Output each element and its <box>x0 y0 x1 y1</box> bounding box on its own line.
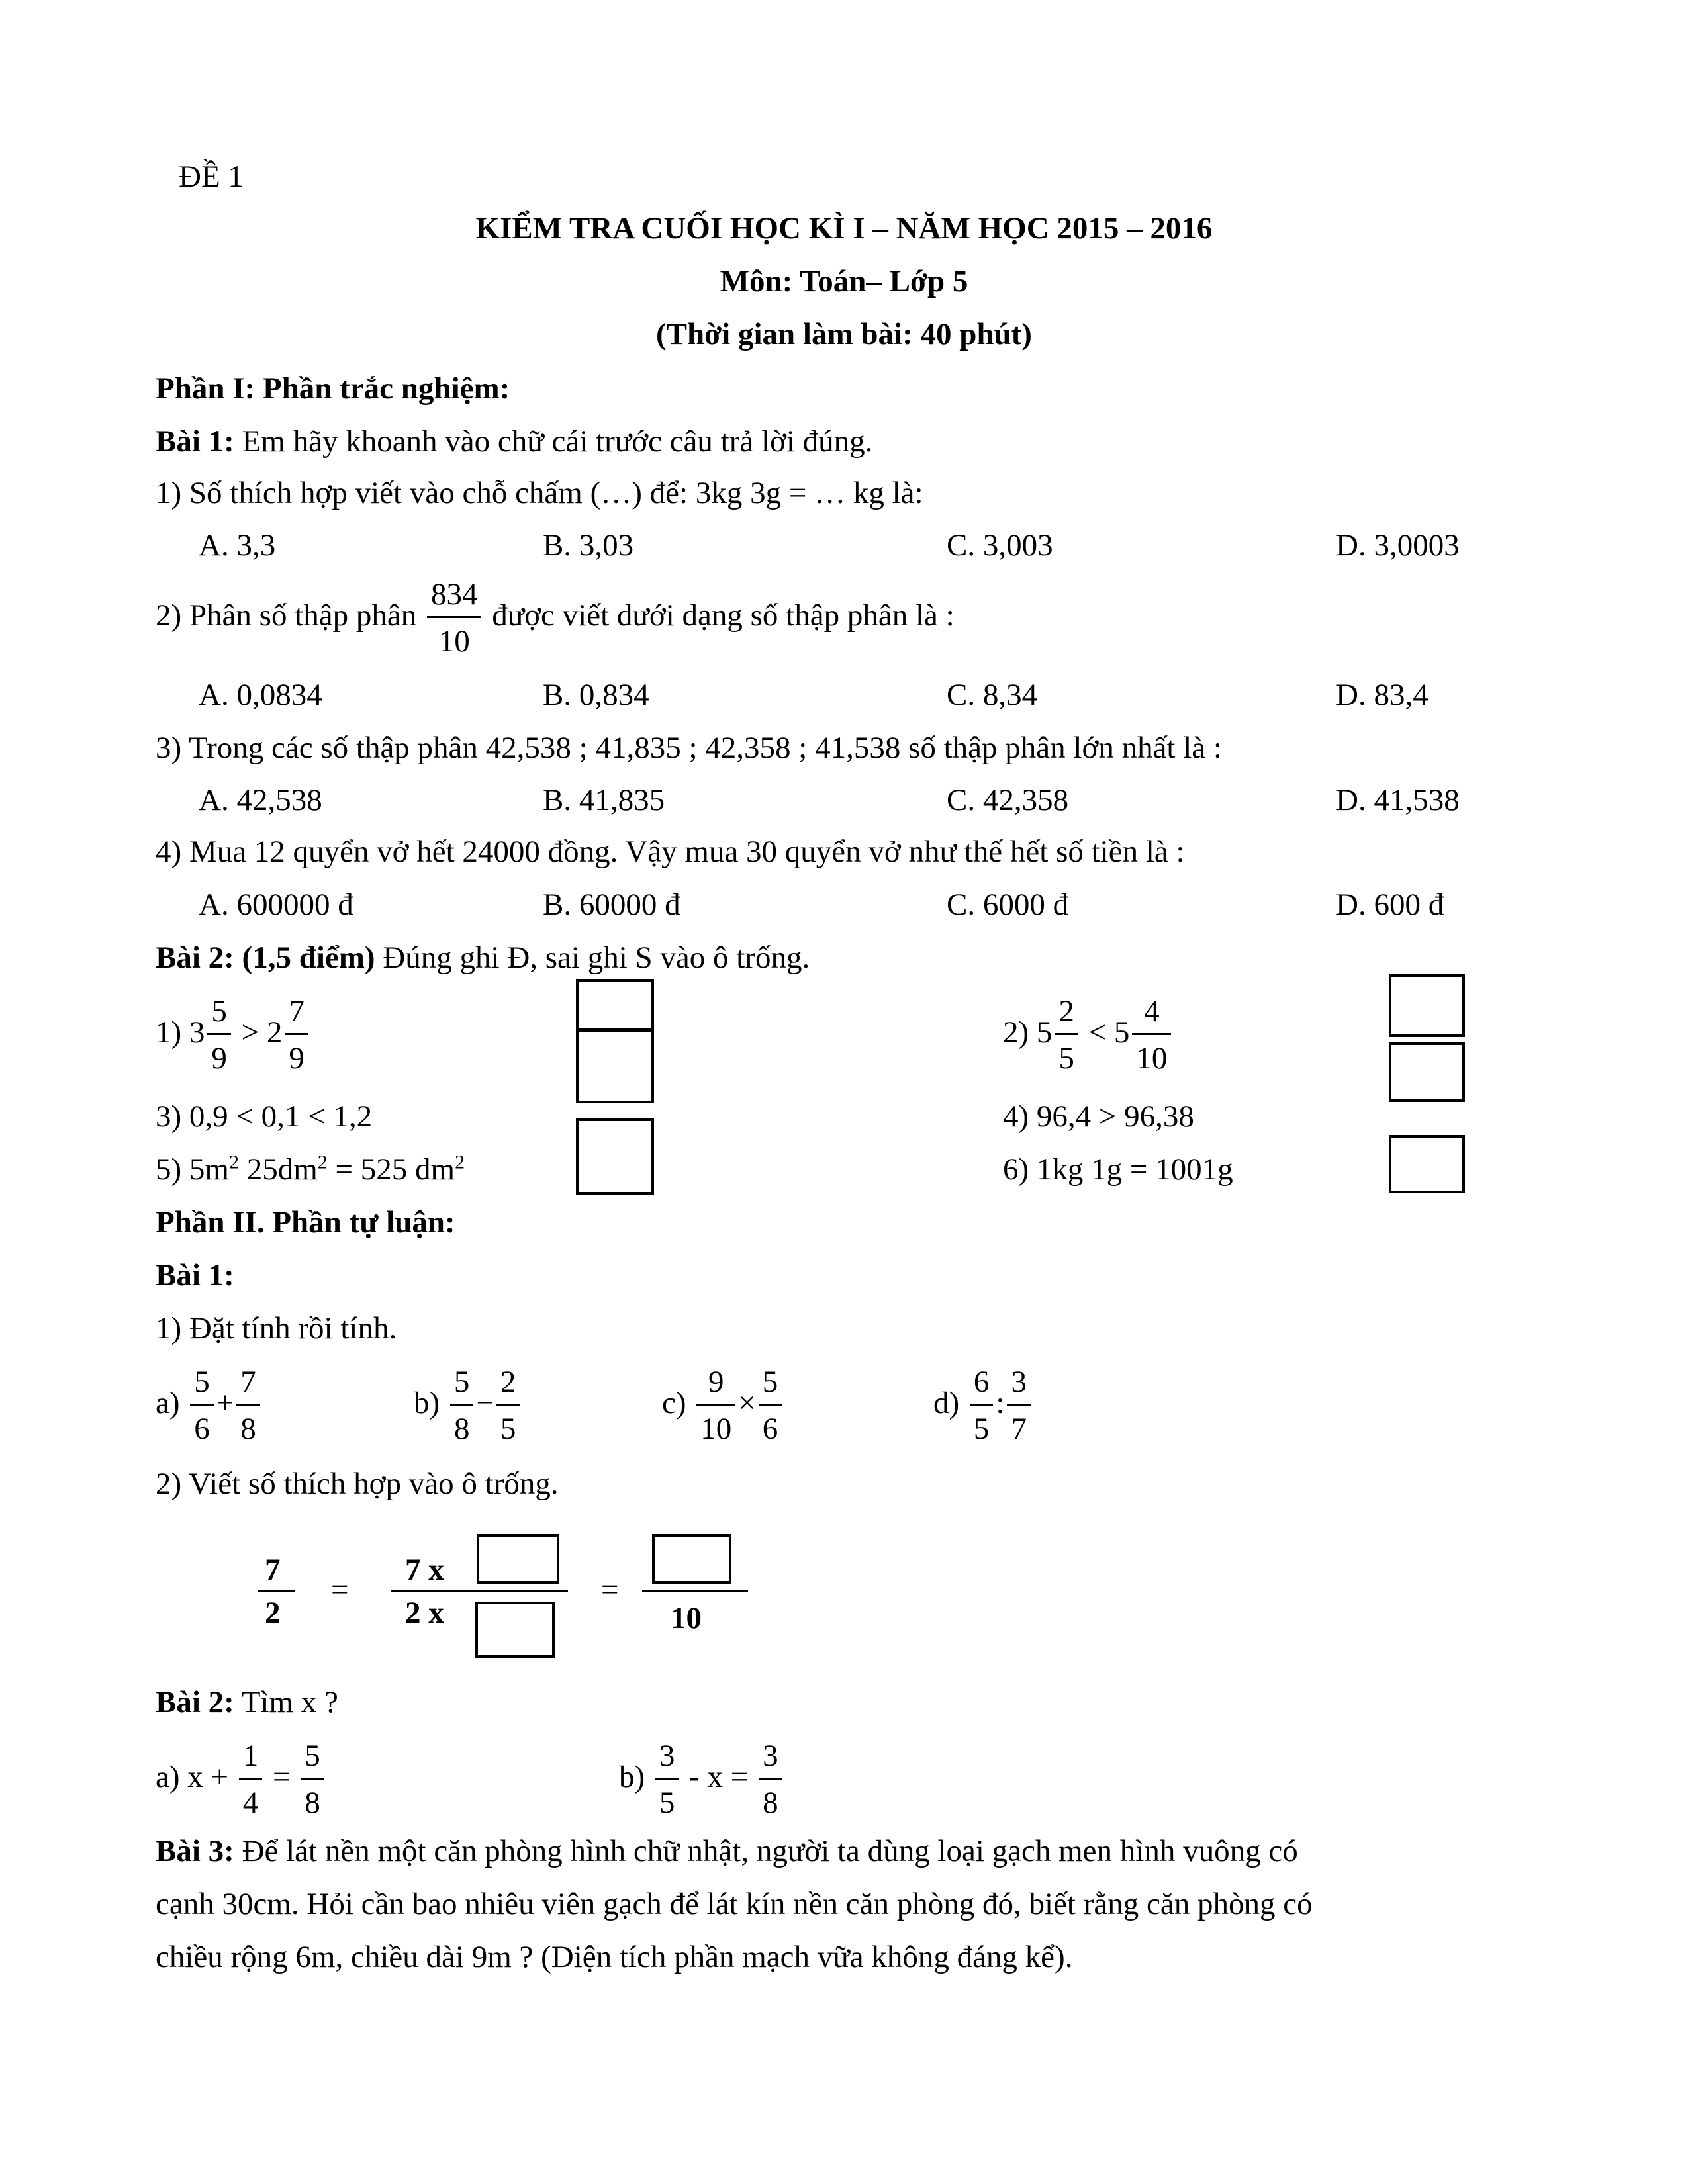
q3-option-b: B. 41,835 <box>543 783 665 817</box>
question-1: 1) Số thích hợp viết vào chỗ chấm (…) để: 3kg 3g = … kg là: <box>156 476 923 510</box>
eq-mid-bar <box>391 1590 568 1592</box>
eq-left-bar <box>258 1590 295 1592</box>
exam-time: (Thời gian làm bài: 40 phút) <box>656 317 1032 351</box>
statement-5: 5) $5m^2$ $25dm^2 = 525$ $dm^2$ <box>156 1151 465 1187</box>
calc-a: a) $\frac{5}{6}$ + $\frac{7}{8}$ <box>156 1367 263 1445</box>
exam-code: ĐỀ 1 <box>179 159 244 194</box>
bai3-line-3: chiều rộng 6m, chiều dài 9m ? (Diện tích phần mạch vữa không đáng kể). <box>156 1940 1073 1974</box>
q2-option-a: A. 0,0834 <box>199 678 322 712</box>
q1-option-c: C. 3,003 <box>947 528 1053 563</box>
part1-heading: Phần I: Phần trắc nghiệm: <box>156 371 510 406</box>
q4-option-d: D. 600 đ <box>1336 887 1444 922</box>
bai3-line-2: cạnh 30cm. Hỏi cần bao nhiêu viên gạch để lát kín nền căn phòng đó, biết rằng căn phòng có <box>156 1887 1313 1921</box>
question-2: 2) Phân số thập phân $\frac{834}{10}$ được viết dưới dạng số thập phân là : <box>156 577 955 659</box>
question-4: 4) Mua 12 quyển vở hết 24000 đồng. Vậy mua 30 quyển vở như thế hết số tiền là : <box>156 835 1185 869</box>
q2-option-b: B. 0,834 <box>543 678 649 712</box>
q3-option-a: A. 42,538 <box>199 783 322 817</box>
fraction-834-10: $\frac{834}{10}$ <box>427 579 482 657</box>
bai2-instruction: Bài 2: (1,5 điểm) Đúng ghi Đ, sai ghi S vào ô trống. <box>156 940 810 975</box>
blank-box[interactable] <box>652 1534 731 1584</box>
question-3: 3) Trong các số thập phân 42,538 ; 41,835 ; 42,358 ; 41,538 số thập phân lớn nhất là : <box>156 731 1222 765</box>
calc-c: c) $\frac{9}{10}$ × $\frac{5}{6}$ <box>662 1367 784 1445</box>
q4-option-c: C. 6000 đ <box>947 887 1069 922</box>
answer-box[interactable] <box>1389 974 1465 1037</box>
answer-box[interactable] <box>576 1118 654 1195</box>
eq-left-den: 2 <box>265 1596 281 1630</box>
find-x-b: b) $\frac{3}{5}$ - x = $\frac{3}{8}$ <box>619 1741 785 1819</box>
statement-1: 1) 3 $\frac{5}{9}$ > 2 $\frac{7}{9}$ <box>156 996 311 1074</box>
q3-option-c: C. 42,358 <box>947 783 1069 817</box>
eq-equals-1: = <box>331 1572 349 1607</box>
find-x-heading: Bài 2: Tìm x ? <box>156 1685 338 1719</box>
exam-title: KIỂM TRA CUỐI HỌC KÌ I – NĂM HỌC 2015 – 2016 <box>475 211 1213 246</box>
statement-4: 4) 96,4 > 96,38 <box>1003 1099 1194 1134</box>
eq-equals-2: = <box>601 1572 619 1607</box>
q1-option-a: A. 3,3 <box>199 528 276 563</box>
eq-mid-num: 7 x <box>405 1553 444 1587</box>
eq-mid-den: 2 x <box>405 1596 444 1630</box>
eq-left-num: 7 <box>265 1553 281 1587</box>
answer-box[interactable] <box>576 1029 654 1103</box>
blank-box[interactable] <box>475 1602 555 1658</box>
exam-subject: Môn: Toán– Lớp 5 <box>720 264 968 298</box>
statement-3: 3) 0,9 < 0,1 < 1,2 <box>156 1099 373 1134</box>
blank-box[interactable] <box>477 1534 559 1584</box>
q4-option-b: B. 60000 đ <box>543 887 680 922</box>
bai1-instruction: Bài 1: Em hãy khoanh vào chữ cái trước câu trả lời đúng. <box>156 424 873 459</box>
answer-box[interactable] <box>1389 1042 1465 1102</box>
answer-box[interactable] <box>1389 1135 1465 1193</box>
calc-b: b) $\frac{5}{8}$ − $\frac{2}{5}$ <box>414 1367 522 1445</box>
part2-q2: 2) Viết số thích hợp vào ô trống. <box>156 1467 559 1501</box>
q2-option-c: C. 8,34 <box>947 678 1038 712</box>
part2-heading: Phần II. Phần tự luận: <box>156 1205 455 1240</box>
bai3-line-1: Bài 3: Để lát nền một căn phòng hình chữ nhật, người ta dùng loại gạch men hình vuông có <box>156 1834 1298 1868</box>
statement-2: 2) 5 $\frac{2}{5}$ < 5 $\frac{4}{10}$ <box>1003 996 1174 1074</box>
q3-option-d: D. 41,538 <box>1336 783 1460 817</box>
q2-option-d: D. 83,4 <box>1336 678 1429 712</box>
q1-option-b: B. 3,03 <box>543 528 634 563</box>
calc-d: d) $\frac{6}{5}$ : $\frac{3}{7}$ <box>933 1367 1033 1445</box>
answer-box[interactable] <box>576 979 654 1031</box>
statement-6: 6) 1kg 1g = 1001g <box>1003 1152 1233 1187</box>
q4-option-a: A. 600000 đ <box>199 887 353 922</box>
eq-right-bar <box>642 1590 748 1592</box>
part2-bai1-label: Bài 1: <box>156 1258 234 1293</box>
q1-option-d: D. 3,0003 <box>1336 528 1460 563</box>
find-x-a: a) x + $\frac{1}{4}$ = $\frac{5}{8}$ <box>156 1741 327 1819</box>
part2-q1: 1) Đặt tính rồi tính. <box>156 1311 397 1345</box>
eq-right-den: 10 <box>671 1601 702 1635</box>
